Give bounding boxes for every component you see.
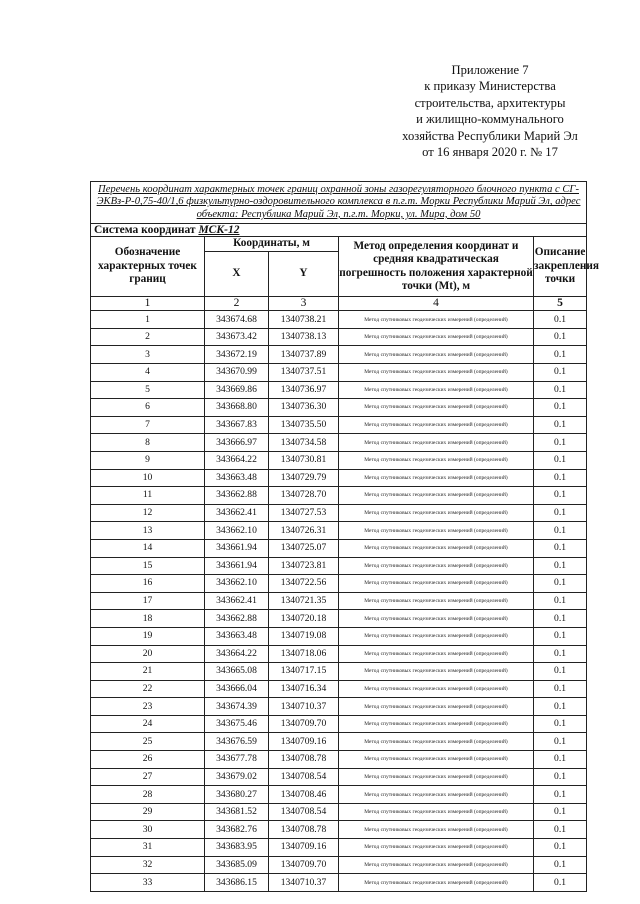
appendix-line: строительства, архитектуры	[414, 95, 566, 110]
x-cell: 343663.48	[205, 469, 269, 487]
method-cell: Метод спутниковых геодезических измерений (определений)	[339, 364, 534, 382]
y-cell: 1340736.97	[269, 381, 339, 399]
table-row	[91, 803, 587, 821]
table-row	[91, 627, 587, 645]
mt-cell: 0.1	[534, 663, 587, 681]
point-cell: 12	[91, 504, 205, 522]
table-row	[91, 311, 587, 329]
table-row	[91, 522, 587, 540]
y-cell: 1340723.81	[269, 557, 339, 575]
mt-cell: 0.1	[534, 592, 587, 610]
x-cell: 343662.10	[205, 575, 269, 593]
table-row	[91, 504, 587, 522]
appendix-line: и жилищно-коммунального	[416, 112, 564, 127]
mt-cell: 0.1	[534, 874, 587, 892]
table-row	[91, 575, 587, 593]
y-cell: 1340735.50	[269, 416, 339, 434]
y-cell: 1340708.54	[269, 768, 339, 786]
y-cell: 1340726.31	[269, 522, 339, 540]
table-row	[91, 592, 587, 610]
y-cell: 1340736.30	[269, 399, 339, 417]
mt-cell: 0.1	[534, 364, 587, 382]
mt-cell: 0.1	[534, 346, 587, 364]
mt-cell: 0.1	[534, 557, 587, 575]
table-row	[91, 698, 587, 716]
y-cell: 1340722.56	[269, 575, 339, 593]
method-cell: Метод спутниковых геодезических измерений (определений)	[339, 645, 534, 663]
table-row	[91, 557, 587, 575]
method-cell: Метод спутниковых геодезических измерений (определений)	[339, 786, 534, 804]
table-row	[91, 715, 587, 733]
mt-cell: 0.1	[534, 856, 587, 874]
point-cell: 11	[91, 487, 205, 505]
mt-cell: 0.1	[534, 839, 587, 857]
coordinate-system-label: Система координат	[94, 224, 196, 237]
column-number: 3	[269, 297, 339, 311]
table-row	[91, 487, 587, 505]
point-cell: 31	[91, 839, 205, 857]
y-cell: 1340709.70	[269, 856, 339, 874]
mt-cell: 0.1	[534, 768, 587, 786]
header-y: Y	[269, 252, 339, 297]
x-cell: 343662.41	[205, 504, 269, 522]
point-cell: 5	[91, 381, 205, 399]
mt-cell: 0.1	[534, 645, 587, 663]
x-cell: 343662.41	[205, 592, 269, 610]
method-cell: Метод спутниковых геодезических измерений (определений)	[339, 803, 534, 821]
y-cell: 1340737.89	[269, 346, 339, 364]
method-cell: Метод спутниковых геодезических измерений (определений)	[339, 627, 534, 645]
point-cell: 19	[91, 627, 205, 645]
point-cell: 33	[91, 874, 205, 892]
method-cell: Метод спутниковых геодезических измерений (определений)	[339, 522, 534, 540]
method-cell: Метод спутниковых геодезических измерений (определений)	[339, 680, 534, 698]
mt-cell: 0.1	[534, 469, 587, 487]
document-title: Перечень координат характерных точек границ охранной зоны газорегуляторного блочного пункта с СГ-ЭКВз-Р-0,75-40/1,6 физкультурно-оздоровительного комплекса в п.г.т. Морки Республики Марий Эл, адрес объекта: Республика Марий Эл, п.г.т. Морки, ул. Мира, дом 50	[91, 182, 587, 224]
point-cell: 3	[91, 346, 205, 364]
table-row	[91, 399, 587, 417]
method-cell: Метод спутниковых геодезических измерений (определений)	[339, 575, 534, 593]
x-cell: 343673.42	[205, 328, 269, 346]
method-cell: Метод спутниковых геодезических измерений (определений)	[339, 487, 534, 505]
y-cell: 1340728.70	[269, 487, 339, 505]
point-cell: 10	[91, 469, 205, 487]
point-cell: 21	[91, 663, 205, 681]
x-cell: 343666.04	[205, 680, 269, 698]
table-row	[91, 539, 587, 557]
x-cell: 343683.95	[205, 839, 269, 857]
y-cell: 1340738.13	[269, 328, 339, 346]
header-coordinates: Координаты, м	[205, 237, 339, 252]
point-cell: 7	[91, 416, 205, 434]
mt-cell: 0.1	[534, 504, 587, 522]
y-cell: 1340737.51	[269, 364, 339, 382]
x-cell: 343663.48	[205, 627, 269, 645]
appendix-line: от 16 января 2020 г. № 17	[422, 145, 558, 160]
mt-cell: 0.1	[534, 786, 587, 804]
mt-cell: 0.1	[534, 539, 587, 557]
coordinates-sheet	[90, 181, 599, 892]
x-cell: 343662.10	[205, 522, 269, 540]
method-cell: Метод спутниковых геодезических измерений (определений)	[339, 698, 534, 716]
table-row	[91, 839, 587, 857]
table-row	[91, 610, 587, 628]
x-cell: 343662.88	[205, 610, 269, 628]
table-row	[91, 381, 587, 399]
header-x: X	[205, 252, 269, 297]
mt-cell: 0.1	[534, 487, 587, 505]
method-cell: Метод спутниковых геодезических измерений (определений)	[339, 416, 534, 434]
point-cell: 22	[91, 680, 205, 698]
method-cell: Метод спутниковых геодезических измерений (определений)	[339, 381, 534, 399]
mt-cell: 0.1	[534, 522, 587, 540]
x-cell: 343665.08	[205, 663, 269, 681]
point-cell: 26	[91, 751, 205, 769]
method-cell: Метод спутниковых геодезических измерений (определений)	[339, 733, 534, 751]
table-row	[91, 346, 587, 364]
mt-cell: 0.1	[534, 434, 587, 452]
header-method: Метод определения координат и средняя квадратическая погрешность положения характерной точки (Mt), м	[339, 237, 534, 297]
x-cell: 343686.15	[205, 874, 269, 892]
y-cell: 1340708.54	[269, 803, 339, 821]
table-row	[91, 364, 587, 382]
point-cell: 29	[91, 803, 205, 821]
method-cell: Метод спутниковых геодезических измерений (определений)	[339, 839, 534, 857]
appendix-line: к приказу Министерства	[424, 79, 556, 94]
point-cell: 32	[91, 856, 205, 874]
point-cell: 28	[91, 786, 205, 804]
point-cell: 30	[91, 821, 205, 839]
x-cell: 343664.22	[205, 451, 269, 469]
x-cell: 343676.59	[205, 733, 269, 751]
point-cell: 13	[91, 522, 205, 540]
coordinate-system-value: МСК-12	[198, 224, 240, 237]
x-cell: 343670.99	[205, 364, 269, 382]
column-number: 5	[534, 297, 587, 311]
y-cell: 1340719.08	[269, 627, 339, 645]
mt-cell: 0.1	[534, 416, 587, 434]
x-cell: 343661.94	[205, 557, 269, 575]
method-cell: Метод спутниковых геодезических измерений (определений)	[339, 469, 534, 487]
mt-cell: 0.1	[534, 610, 587, 628]
point-cell: 14	[91, 539, 205, 557]
table-row	[91, 328, 587, 346]
point-cell: 16	[91, 575, 205, 593]
x-cell: 343675.46	[205, 715, 269, 733]
point-cell: 18	[91, 610, 205, 628]
mt-cell: 0.1	[534, 680, 587, 698]
y-cell: 1340716.34	[269, 680, 339, 698]
table-row	[91, 786, 587, 804]
column-number: 1	[91, 297, 205, 311]
mt-cell: 0.1	[534, 381, 587, 399]
coordinates-table	[90, 181, 599, 892]
appendix-line: Приложение 7	[451, 63, 529, 77]
mt-cell: 0.1	[534, 328, 587, 346]
table-row	[91, 733, 587, 751]
y-cell: 1340727.53	[269, 504, 339, 522]
x-cell: 343681.52	[205, 803, 269, 821]
mt-cell: 0.1	[534, 451, 587, 469]
column-numbers-row	[91, 297, 587, 311]
point-cell: 15	[91, 557, 205, 575]
mt-cell: 0.1	[534, 821, 587, 839]
point-cell: 17	[91, 592, 205, 610]
x-cell: 343674.39	[205, 698, 269, 716]
x-cell: 343669.86	[205, 381, 269, 399]
x-cell: 343682.76	[205, 821, 269, 839]
x-cell: 343680.27	[205, 786, 269, 804]
y-cell: 1340708.78	[269, 821, 339, 839]
x-cell: 343662.88	[205, 487, 269, 505]
point-cell: 2	[91, 328, 205, 346]
point-cell: 24	[91, 715, 205, 733]
method-cell: Метод спутниковых геодезических измерений (определений)	[339, 434, 534, 452]
point-cell: 20	[91, 645, 205, 663]
table-row	[91, 751, 587, 769]
header-point: Обозначение характерных точек границ	[91, 237, 205, 297]
x-cell: 343667.83	[205, 416, 269, 434]
appendix-line: хозяйства Республики Марий Эл	[402, 128, 578, 143]
y-cell: 1340720.18	[269, 610, 339, 628]
method-cell: Метод спутниковых геодезических измерений (определений)	[339, 399, 534, 417]
method-cell: Метод спутниковых геодезических измерений (определений)	[339, 663, 534, 681]
y-cell: 1340709.16	[269, 733, 339, 751]
coordinate-system	[91, 224, 587, 237]
x-cell: 343672.19	[205, 346, 269, 364]
column-number: 2	[205, 297, 269, 311]
mt-cell: 0.1	[534, 715, 587, 733]
y-cell: 1340717.15	[269, 663, 339, 681]
method-cell: Метод спутниковых геодезических измерений (определений)	[339, 751, 534, 769]
y-cell: 1340708.46	[269, 786, 339, 804]
method-cell: Метод спутниковых геодезических измерений (определений)	[339, 539, 534, 557]
method-cell: Метод спутниковых геодезических измерений (определений)	[339, 610, 534, 628]
x-cell: 343666.97	[205, 434, 269, 452]
mt-cell: 0.1	[534, 803, 587, 821]
appendix-header	[360, 62, 620, 160]
mt-cell: 0.1	[534, 399, 587, 417]
mt-cell: 0.1	[534, 575, 587, 593]
mt-cell: 0.1	[534, 311, 587, 329]
x-cell: 343661.94	[205, 539, 269, 557]
table-row	[91, 680, 587, 698]
method-cell: Метод спутниковых геодезических измерений (определений)	[339, 557, 534, 575]
point-cell: 1	[91, 311, 205, 329]
table-row	[91, 856, 587, 874]
method-cell: Метод спутниковых геодезических измерений (определений)	[339, 856, 534, 874]
x-cell: 343664.22	[205, 645, 269, 663]
x-cell: 343679.02	[205, 768, 269, 786]
table-row	[91, 663, 587, 681]
method-cell: Метод спутниковых геодезических измерений (определений)	[339, 451, 534, 469]
point-cell: 4	[91, 364, 205, 382]
y-cell: 1340729.79	[269, 469, 339, 487]
mt-cell: 0.1	[534, 698, 587, 716]
method-cell: Метод спутниковых геодезических измерений (определений)	[339, 821, 534, 839]
header-description: Описание закрепления точки	[534, 237, 587, 297]
y-cell: 1340738.21	[269, 311, 339, 329]
point-cell: 25	[91, 733, 205, 751]
table-row	[91, 874, 587, 892]
mt-cell: 0.1	[534, 627, 587, 645]
point-cell: 9	[91, 451, 205, 469]
table-row	[91, 821, 587, 839]
y-cell: 1340734.58	[269, 434, 339, 452]
method-cell: Метод спутниковых геодезических измерений (определений)	[339, 715, 534, 733]
y-cell: 1340725.07	[269, 539, 339, 557]
column-number: 4	[339, 297, 534, 311]
table-row	[91, 434, 587, 452]
point-cell: 23	[91, 698, 205, 716]
y-cell: 1340709.16	[269, 839, 339, 857]
table-row	[91, 416, 587, 434]
method-cell: Метод спутниковых геодезических измерений (определений)	[339, 328, 534, 346]
method-cell: Метод спутниковых геодезических измерений (определений)	[339, 874, 534, 892]
x-cell: 343685.09	[205, 856, 269, 874]
mt-cell: 0.1	[534, 751, 587, 769]
y-cell: 1340730.81	[269, 451, 339, 469]
table-row	[91, 469, 587, 487]
y-cell: 1340721.35	[269, 592, 339, 610]
mt-cell: 0.1	[534, 733, 587, 751]
y-cell: 1340709.70	[269, 715, 339, 733]
method-cell: Метод спутниковых геодезических измерений (определений)	[339, 592, 534, 610]
point-cell: 8	[91, 434, 205, 452]
table-row	[91, 451, 587, 469]
method-cell: Метод спутниковых геодезических измерений (определений)	[339, 768, 534, 786]
x-cell: 343674.68	[205, 311, 269, 329]
point-cell: 6	[91, 399, 205, 417]
point-cell: 27	[91, 768, 205, 786]
y-cell: 1340710.37	[269, 874, 339, 892]
y-cell: 1340710.37	[269, 698, 339, 716]
y-cell: 1340708.78	[269, 751, 339, 769]
x-cell: 343677.78	[205, 751, 269, 769]
method-cell: Метод спутниковых геодезических измерений (определений)	[339, 346, 534, 364]
table-row	[91, 768, 587, 786]
x-cell: 343668.80	[205, 399, 269, 417]
method-cell: Метод спутниковых геодезических измерений (определений)	[339, 504, 534, 522]
method-cell: Метод спутниковых геодезических измерений (определений)	[339, 311, 534, 329]
y-cell: 1340718.06	[269, 645, 339, 663]
table-row	[91, 645, 587, 663]
